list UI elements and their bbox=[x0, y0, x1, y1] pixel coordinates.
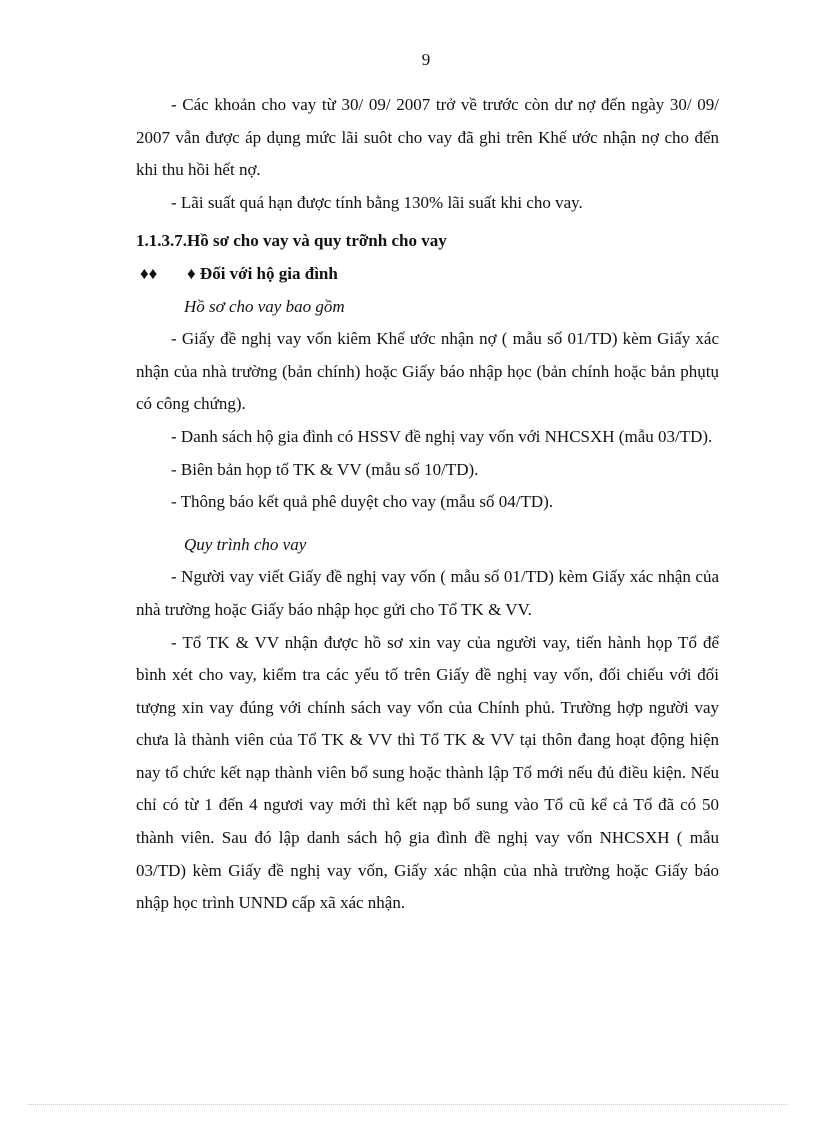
dossier-item: - Biên bản họp tổ TK & VV (mẫu số 10/TD). bbox=[171, 459, 479, 479]
sub-heading-household bbox=[136, 258, 719, 291]
process-title: Quy trình cho vay bbox=[184, 534, 307, 554]
page-number: 9 bbox=[421, 50, 431, 69]
process-item: - Người vay viết Giấy đề nghị vay vốn ( mẫu số 01/TD) kèm Giấy xác nhận của nhà trường hoặc Giấy báo nhập học gửi cho Tổ TK & VV. bbox=[136, 567, 719, 619]
sub-heading-text: ♦ Đối với hộ gia đình bbox=[187, 263, 338, 283]
process-item: - Tổ TK & VV nhận được hồ sơ xin vay của người vay, tiến hành họp Tổ để bình xét cho vay, kiểm tra các yếu tố trên Giấy đề nghị vay vốn, đối chiếu với đối tượng xin vay đúng với chính sách vay vốn của Chính phủ. Trường hợp người vay chưa là thành viên của Tổ TK & VV thì Tổ TK & VV tại thôn đang hoạt động hiện nay tổ chức kết nạp thành viên bổ sung hoặc thành lập Tổ mới nếu đủ điều kiện. Nếu chỉ có từ 1 đến 4 ngươi vay mới thì kết nạp bổ sung vào Tổ cũ kể cả Tổ đã có 50 thành viên. Sau đó lập danh sách hộ gia đình đề nghị vay vốn NHCSXH ( mẫu 03/TD) kèm Giấy đề nghị vay vốn, Giấy xác nhận của nhà trường hoặc Giấy báo nhập học trình UNND cấp xã xác nhận. bbox=[136, 632, 719, 913]
footer-divider bbox=[28, 1104, 788, 1105]
paragraph-overdue-rate: - Lãi suất quá hạn được tính bằng 130% lãi suất khi cho vay. bbox=[171, 192, 583, 212]
diamond-bullets-icon: ♦♦ bbox=[140, 263, 158, 283]
dossier-title: Hồ sơ cho vay bao gồm bbox=[184, 296, 345, 316]
dossier-item: - Giấy đề nghị vay vốn kiêm Khế ước nhận nợ ( mẫu số 01/TD) kèm Giấy xác nhận của nhà trường (bản chính) hoặc Giấy báo nhập học (bản chính hoặc bản phụtụ có công chứng). bbox=[136, 329, 719, 414]
document-body bbox=[136, 89, 719, 920]
section-heading: 1.1.3.7.Hồ sơ cho vay và quy trỡnh cho vay bbox=[136, 231, 447, 251]
paragraph-old-loans: - Các khoản cho vay từ 30/ 09/ 2007 trở về trước còn dư nợ đến ngày 30/ 09/ 2007 vẫn được áp dụng mức lãi suôt cho vay đã ghi trên Khế ước nhận nợ cho đến khi thu hồi hết nợ. bbox=[136, 95, 719, 180]
dossier-item: - Danh sách hộ gia đình có HSSV đề nghị vay vốn với NHCSXH (mẫu 03/TD). bbox=[171, 426, 713, 446]
dossier-item: - Thông báo kết quả phê duyệt cho vay (mẫu số 04/TD). bbox=[171, 492, 554, 512]
